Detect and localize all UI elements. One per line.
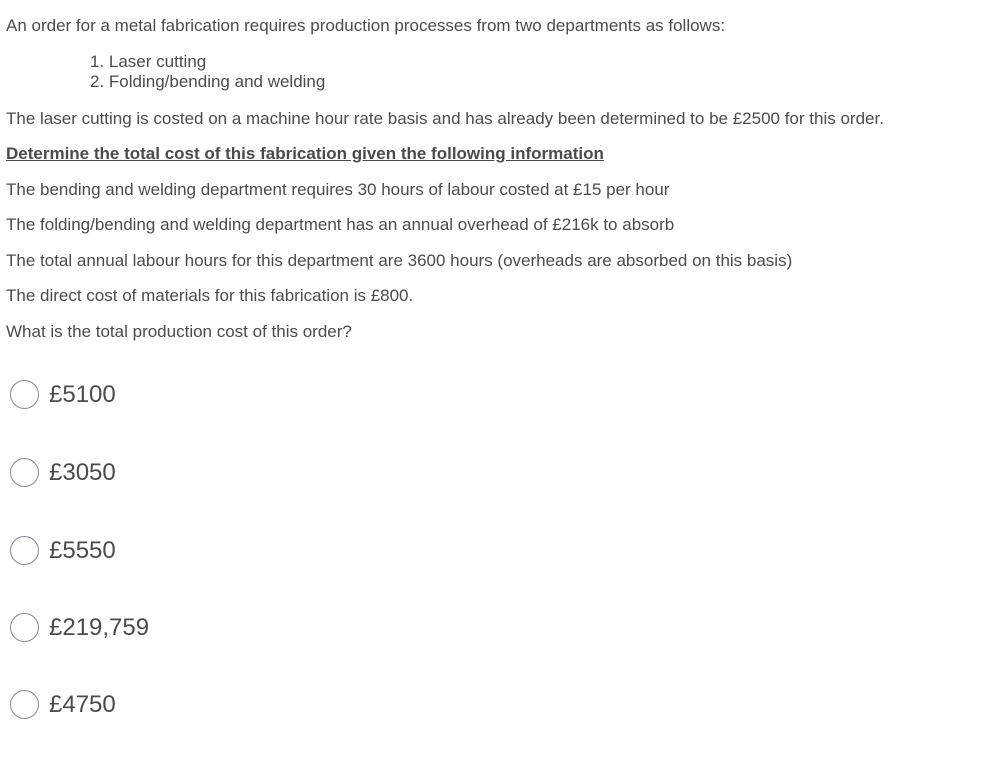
process-list [90,52,325,92]
option-label[interactable]: £5100 [49,380,116,408]
radio-button[interactable] [10,380,39,409]
answer-option[interactable] [10,380,116,409]
list-item: 1. Laser cutting [90,52,207,71]
answer-option[interactable] [10,613,149,642]
answer-option[interactable] [10,536,116,565]
question-intro: An order for a metal fabrication requires production processes from two departments as follows: [6,16,726,35]
option-label[interactable]: £3050 [49,458,116,486]
answer-option[interactable] [10,690,116,719]
radio-button[interactable] [10,690,39,719]
list-item: 2. Folding/bending and welding [90,72,326,91]
total-hours-info: The total annual labour hours for this department are 3600 hours (overheads are absorbed on this basis) [6,251,793,270]
overhead-info: The folding/bending and welding department has an annual overhead of £216k to absorb [6,215,675,234]
materials-info: The direct cost of materials for this fabrication is £800. [6,286,414,305]
answer-option[interactable] [10,458,116,487]
question-prompt: What is the total production cost of this order? [6,322,352,341]
radio-button[interactable] [10,458,39,487]
option-label[interactable]: £5550 [49,536,116,564]
radio-button[interactable] [10,536,39,565]
task-heading: Determine the total cost of this fabrication given the following information [6,144,604,163]
radio-button[interactable] [10,613,39,642]
labour-info: The bending and welding department requires 30 hours of labour costed at £15 per hour [6,180,670,199]
option-label[interactable]: £4750 [49,690,116,718]
laser-cutting-info: The laser cutting is costed on a machine hour rate basis and has already been determined to be £2500 for this order. [6,109,884,128]
option-label[interactable]: £219,759 [49,613,150,641]
